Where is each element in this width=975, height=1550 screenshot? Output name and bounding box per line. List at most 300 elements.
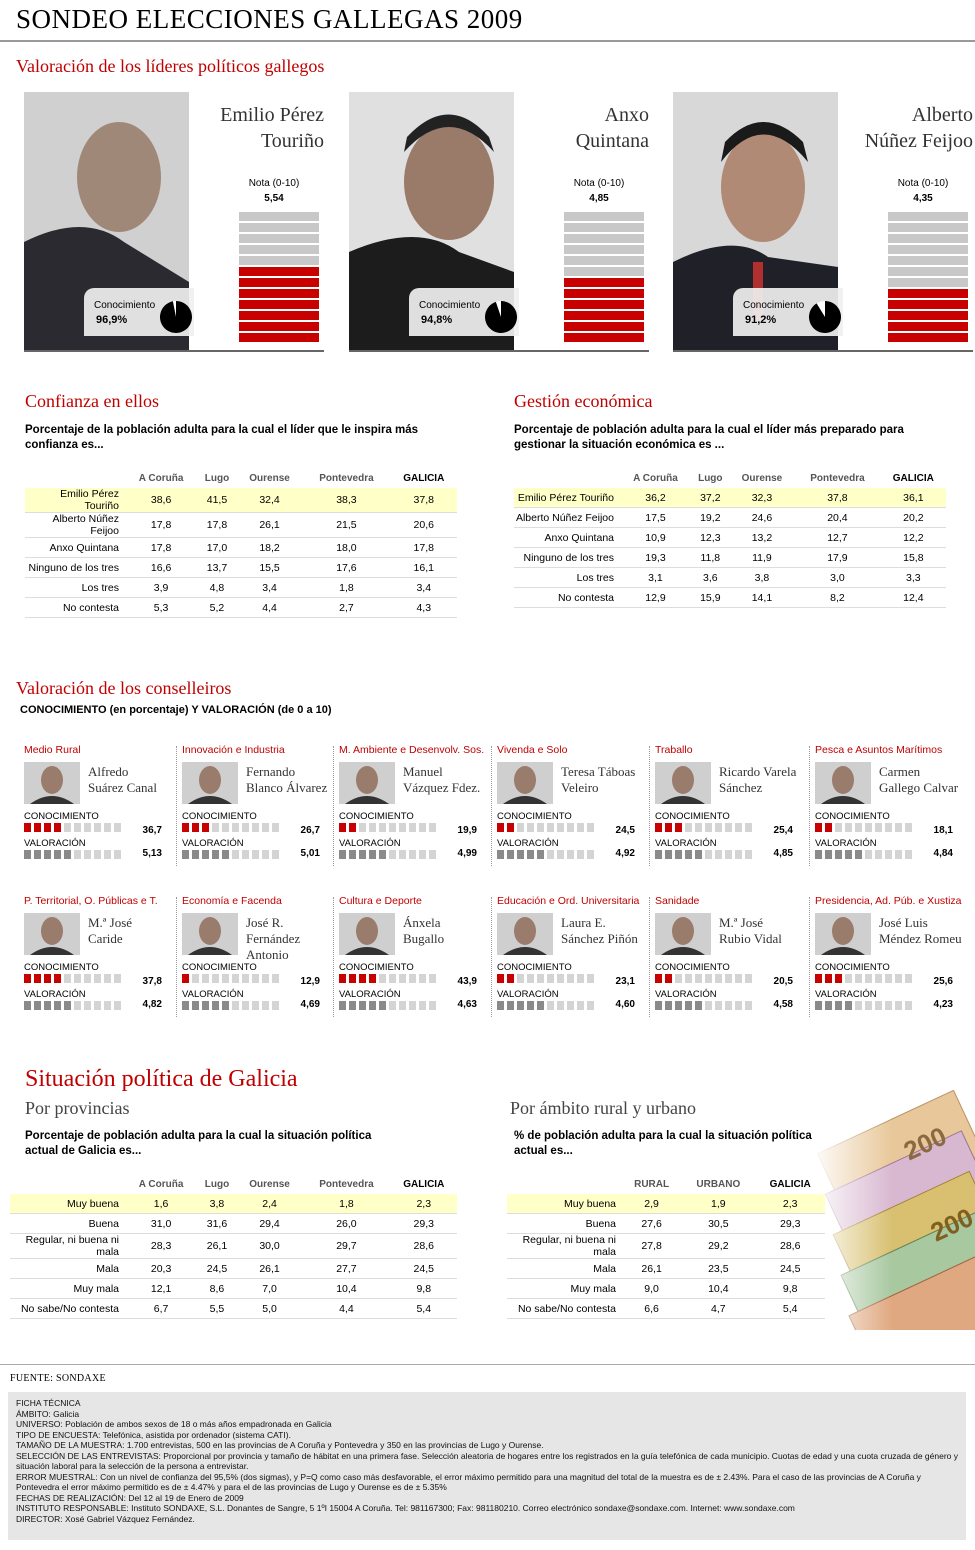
conselleiro-card <box>497 895 652 1025</box>
conselleiro-photo <box>655 762 711 804</box>
knowledge-value: 25,6 <box>933 976 953 987</box>
bar-segment <box>202 974 209 983</box>
bar-segment <box>272 823 279 832</box>
knowledge-label: Conocimiento <box>419 300 481 311</box>
cell-value: 32,4 <box>237 488 303 513</box>
gauge-segment <box>888 333 968 342</box>
bar-segment <box>815 823 822 832</box>
cell-value: 5,4 <box>755 1299 825 1319</box>
cell-value: 17,8 <box>125 513 197 538</box>
gauge-segment <box>239 223 319 232</box>
bar-segment <box>182 850 189 859</box>
knowledge-pie <box>484 300 518 334</box>
bar-segment <box>192 974 199 983</box>
cell-value: 29,7 <box>302 1234 390 1259</box>
bar-segment <box>527 1001 534 1010</box>
bar-segment <box>359 1001 366 1010</box>
conselleiros-subheading: CONOCIMIENTO (en porcentaje) Y VALORACIÓN (de 0 a 10) <box>20 704 332 716</box>
cell-value: 31,6 <box>197 1214 237 1234</box>
leader-baseline <box>673 350 973 352</box>
conselleiro-card <box>655 744 810 874</box>
bar-segment <box>735 1001 742 1010</box>
cell-value: 26,0 <box>302 1214 390 1234</box>
technical-sheet-line: ERROR MUESTRAL: Con un nivel de confianza del 95,5% (dos sigmas), y P=Q como caso más desfavorable, el error máximo permitido para una magnitud del total de la muestra es de ± 2.43%. Para el caso de las provincias de A Coruña y Pontevedra el error máximo permitido es de ± 4.47% y para el de las provincias de Lugo y Ourense es de ± 5.35% <box>16 1471 921 1492</box>
bar-segment <box>695 823 702 832</box>
card-separator <box>333 897 335 1017</box>
table-row <box>507 1194 825 1214</box>
bar-segment <box>735 823 742 832</box>
cell-value: 18,2 <box>237 538 303 558</box>
footer-divider <box>0 1364 975 1365</box>
bar-segment <box>399 823 406 832</box>
bar-segment <box>685 823 692 832</box>
bar-segment <box>725 850 732 859</box>
cell-value: 14,1 <box>730 588 794 608</box>
leader-card-2 <box>349 92 649 352</box>
bar-segment <box>557 974 564 983</box>
bar-segment <box>359 974 366 983</box>
metric-label: VALORACIÓN <box>24 989 86 1000</box>
cell-value: 29,3 <box>755 1214 825 1234</box>
banknotes-image <box>810 1090 975 1330</box>
bar-segment <box>825 1001 832 1010</box>
conselleiro-photo <box>497 762 553 804</box>
cell-value: 24,5 <box>390 1259 457 1279</box>
column-header: Ourense <box>249 1178 290 1190</box>
bar-segment <box>24 1001 31 1010</box>
knowledge-value: 94,8% <box>421 314 453 326</box>
conselleiro-department: Pesca e Asuntos Marítimos <box>815 744 943 756</box>
metric-label: CONOCIMIENTO <box>339 962 414 973</box>
cell-value: 3,9 <box>125 578 197 598</box>
bar-segment <box>74 1001 81 1010</box>
bar-segment <box>835 1001 842 1010</box>
cell-value: 26,1 <box>237 1259 303 1279</box>
row-label: Mala <box>507 1259 622 1279</box>
cell-value: 5,2 <box>197 598 237 618</box>
bar-segment <box>84 974 91 983</box>
row-label: Mala <box>10 1259 125 1279</box>
bar-segment <box>567 974 574 983</box>
bar-segment <box>34 974 41 983</box>
bar-segment <box>845 974 852 983</box>
conselleiro-photo <box>497 913 553 955</box>
bar-segment <box>64 974 71 983</box>
provincias-table <box>10 1174 457 1319</box>
row-label: Muy mala <box>10 1279 125 1299</box>
card-separator <box>176 897 178 1017</box>
metric-label: VALORACIÓN <box>24 838 86 849</box>
bar-segment <box>419 974 426 983</box>
table-row <box>514 588 946 608</box>
cell-value: 24,6 <box>730 508 794 528</box>
bar-segment <box>339 974 346 983</box>
bar-segment <box>429 974 436 983</box>
card-separator <box>491 746 493 866</box>
bar-segment <box>517 850 524 859</box>
table-row <box>514 488 946 508</box>
ambito-desc: % de población adulta para la cual la situación política actual es... <box>514 1130 812 1157</box>
cell-value: 29,4 <box>237 1214 303 1234</box>
cell-value: 1,8 <box>302 1194 390 1214</box>
cell-value: 27,7 <box>302 1259 390 1279</box>
conselleiro-name: José Luis Méndez Romeu <box>879 915 962 946</box>
gauge-segment <box>239 333 319 342</box>
gauge-segment <box>564 300 644 309</box>
card-separator <box>809 746 811 866</box>
gauge-segment <box>888 256 968 265</box>
bar-segment <box>567 823 574 832</box>
bar-segment <box>44 1001 51 1010</box>
bar-segment <box>222 1001 229 1010</box>
bar-segment <box>865 1001 872 1010</box>
bar-segment <box>104 974 111 983</box>
ambito-table <box>507 1174 825 1319</box>
table-row <box>25 538 457 558</box>
cell-value: 13,2 <box>730 528 794 548</box>
cell-value: 17,8 <box>197 513 237 538</box>
bar-segment <box>865 974 872 983</box>
cell-value: 6,6 <box>622 1299 681 1319</box>
knowledge-pie <box>159 300 193 334</box>
bar-segment <box>745 850 752 859</box>
metric-label: VALORACIÓN <box>655 838 717 849</box>
bar-segment <box>655 850 662 859</box>
table-row <box>25 513 457 538</box>
bar-segment <box>182 823 189 832</box>
bar-segment <box>34 850 41 859</box>
cell-value: 15,5 <box>237 558 303 578</box>
gauge-segment <box>888 234 968 243</box>
bar-segment <box>252 823 259 832</box>
bar-segment <box>725 1001 732 1010</box>
bar-segment <box>114 823 121 832</box>
gauge-segment <box>239 300 319 309</box>
bar-segment <box>54 823 61 832</box>
bar-segment <box>875 974 882 983</box>
row-label: Emilio Pérez Touriño <box>25 488 125 513</box>
knowledge-value: 20,5 <box>773 976 793 987</box>
bar-segment <box>875 823 882 832</box>
bar-segment <box>262 823 269 832</box>
column-header: Pontevedra <box>810 472 865 484</box>
bar-segment <box>182 1001 189 1010</box>
gauge-segment <box>564 234 644 243</box>
bar-segment <box>825 823 832 832</box>
gauge-segment <box>564 333 644 342</box>
bar-segment <box>587 974 594 983</box>
bar-segment <box>429 823 436 832</box>
gauge-segment <box>888 311 968 320</box>
conselleiro-name: Manuel Vázquez Fdez. <box>403 764 481 795</box>
cell-value: 30,0 <box>237 1234 303 1259</box>
table-row <box>10 1299 457 1319</box>
leader-baseline <box>349 350 649 352</box>
bar-segment <box>855 823 862 832</box>
cell-value: 20,2 <box>881 508 946 528</box>
cell-value: 1,8 <box>302 578 390 598</box>
technical-sheet-line: DIRECTOR: Xosé Gabriel Vázquez Fernández. <box>16 1513 195 1524</box>
bar-segment <box>54 850 61 859</box>
knowledge-value: 24,5 <box>615 825 635 836</box>
bar-segment <box>895 1001 902 1010</box>
bar-segment <box>517 974 524 983</box>
bar-segment <box>44 823 51 832</box>
metric-label: VALORACIÓN <box>815 838 877 849</box>
rating-value: 4,60 <box>615 999 635 1010</box>
bar-segment <box>715 974 722 983</box>
bar-segment <box>825 974 832 983</box>
bar-segment <box>399 850 406 859</box>
row-label: No contesta <box>25 598 125 618</box>
row-label: No contesta <box>514 588 620 608</box>
cell-value: 20,6 <box>390 513 457 538</box>
bar-segment <box>349 823 356 832</box>
conselleiros-heading: Valoración de los conselleiros <box>16 678 232 698</box>
card-separator <box>333 746 335 866</box>
bar-segment <box>695 974 702 983</box>
column-header: Ourense <box>741 472 783 484</box>
cell-value: 1,9 <box>681 1194 755 1214</box>
bar-segment <box>212 823 219 832</box>
bar-segment <box>675 974 682 983</box>
cell-value: 5,3 <box>125 598 197 618</box>
knowledge-value: 12,9 <box>300 976 320 987</box>
cell-value: 29,3 <box>390 1214 457 1234</box>
bar-segment <box>64 850 71 859</box>
metric-label: VALORACIÓN <box>497 838 559 849</box>
bar-segment <box>24 823 31 832</box>
gauge-segment <box>239 256 319 265</box>
technical-sheet-line: UNIVERSO: Población de ambos sexos de 18 o más años empadronada en Galicia <box>16 1419 332 1429</box>
bar-segment <box>349 850 356 859</box>
cell-value: 2,4 <box>237 1194 303 1214</box>
conselleiro-photo <box>339 913 395 955</box>
cell-value: 2,7 <box>302 598 390 618</box>
cell-value: 23,5 <box>681 1259 755 1279</box>
provincias-subheading: Por provincias <box>25 1098 130 1118</box>
bar-segment <box>379 823 386 832</box>
gauge-segment <box>888 223 968 232</box>
cell-value: 5,0 <box>237 1299 303 1319</box>
rating-value: 4,69 <box>300 999 320 1010</box>
conselleiro-photo <box>182 762 238 804</box>
bar-segment <box>845 850 852 859</box>
cell-value: 4,4 <box>302 1299 390 1319</box>
conselleiro-card <box>815 744 970 874</box>
cell-value: 2,3 <box>390 1194 457 1214</box>
bar-segment <box>64 1001 71 1010</box>
gauge-segment <box>888 212 968 221</box>
bar-segment <box>537 823 544 832</box>
row-label: No sabe/No contesta <box>507 1299 622 1319</box>
column-header: Lugo <box>204 472 230 484</box>
conselleiro-department: M. Ambiente e Desenvolv. Sos. <box>339 744 485 756</box>
bar-segment <box>577 1001 584 1010</box>
technical-sheet <box>8 1392 966 1540</box>
bar-segment <box>104 850 111 859</box>
cell-value: 12,2 <box>881 528 946 548</box>
bar-segment <box>222 974 229 983</box>
bar-segment <box>865 823 872 832</box>
bar-segment <box>547 974 554 983</box>
bar-segment <box>44 850 51 859</box>
conselleiro-photo <box>24 762 80 804</box>
knowledge-value: 96,9% <box>96 314 128 326</box>
source-label: FUENTE: SONDAXE <box>10 1373 106 1384</box>
column-header: GALICIA <box>403 472 445 484</box>
row-label: Muy buena <box>507 1194 622 1214</box>
bar-segment <box>212 1001 219 1010</box>
bar-segment <box>725 823 732 832</box>
technical-sheet-line: SELECCIÓN DE LAS ENTREVISTAS: Proporcional por provincia y tamaño de hábitat en una primera fase. Selección aleatoria de hogares entre los registrados en la guía telefónica de cada municipio. Cuotas de edad y una cuota cruzada de género y situación laboral para la selección de la persona a entrevistar. <box>16 1450 958 1471</box>
bar-segment <box>725 974 732 983</box>
metric-label: CONOCIMIENTO <box>815 962 890 973</box>
row-label: No sabe/No contesta <box>10 1299 125 1319</box>
bar-segment <box>104 823 111 832</box>
bar-segment <box>547 850 554 859</box>
row-label: Muy buena <box>10 1194 125 1214</box>
cell-value: 17,5 <box>620 508 691 528</box>
bar-segment <box>885 1001 892 1010</box>
bar-segment <box>24 974 31 983</box>
rating-value: 4,85 <box>773 848 793 859</box>
knowledge-label: Conocimiento <box>743 300 805 311</box>
bar-segment <box>389 1001 396 1010</box>
bar-segment <box>369 974 376 983</box>
metric-label: CONOCIMIENTO <box>497 962 572 973</box>
bar-segment <box>389 850 396 859</box>
bar-segment <box>537 850 544 859</box>
gauge-segment <box>239 267 319 276</box>
confianza-heading: Confianza en ellos <box>25 391 159 411</box>
cell-value: 27,8 <box>622 1234 681 1259</box>
cell-value: 21,5 <box>302 513 390 538</box>
gauge-segment <box>888 267 968 276</box>
conselleiro-department: P. Territorial, O. Públicas e T. <box>24 895 158 907</box>
cell-value: 28,6 <box>390 1234 457 1259</box>
cell-value: 4,8 <box>197 578 237 598</box>
table-row <box>25 488 457 513</box>
bar-segment <box>665 850 672 859</box>
gauge-segment <box>564 212 644 221</box>
bar-segment <box>349 974 356 983</box>
conselleiro-department: Presidencia, Ad. Púb. e Xustiza <box>815 895 962 907</box>
bar-segment <box>242 974 249 983</box>
row-label: Los tres <box>25 578 125 598</box>
metric-label: CONOCIMIENTO <box>655 962 730 973</box>
cell-value: 3,4 <box>237 578 303 598</box>
bar-segment <box>715 850 722 859</box>
cell-value: 15,8 <box>881 548 946 568</box>
rating-value: 5,01 <box>300 848 320 859</box>
gauge-segment <box>564 223 644 232</box>
bar-segment <box>192 1001 199 1010</box>
bar-segment <box>497 974 504 983</box>
bar-segment <box>349 1001 356 1010</box>
nota-value: 4,35 <box>913 193 933 204</box>
cell-value: 13,7 <box>197 558 237 578</box>
bar-segment <box>74 823 81 832</box>
bar-segment <box>815 850 822 859</box>
metric-label: CONOCIMIENTO <box>815 811 890 822</box>
conselleiro-photo <box>655 913 711 955</box>
bar-segment <box>242 823 249 832</box>
knowledge-value: 91,2% <box>745 314 777 326</box>
cell-value: 3,8 <box>197 1194 237 1214</box>
column-header: GALICIA <box>892 472 934 484</box>
bar-segment <box>74 850 81 859</box>
cell-value: 10,9 <box>620 528 691 548</box>
cell-value: 3,1 <box>620 568 691 588</box>
conselleiro-photo <box>339 762 395 804</box>
technical-sheet-line: FECHAS DE REALIZACIÓN: Del 12 al 19 de Enero de 2009 <box>16 1492 244 1503</box>
bar-segment <box>114 850 121 859</box>
bar-segment <box>114 1001 121 1010</box>
column-header: Lugo <box>698 472 723 484</box>
bar-segment <box>705 1001 712 1010</box>
bar-segment <box>379 974 386 983</box>
bar-segment <box>54 1001 61 1010</box>
bar-segment <box>84 850 91 859</box>
bar-segment <box>232 850 239 859</box>
gauge-segment <box>239 322 319 331</box>
bar-segment <box>735 974 742 983</box>
gauge-segment <box>564 256 644 265</box>
nota-gauge <box>564 212 644 344</box>
confianza-desc: Porcentaje de la población adulta para la cual el líder que le inspira más confianza es... <box>25 424 419 451</box>
leader-name: Alberto Núñez Feijoo <box>864 104 973 152</box>
bar-segment <box>507 850 514 859</box>
conselleiro-photo <box>24 913 80 955</box>
metric-label: CONOCIMIENTO <box>655 811 730 822</box>
leader-card-1 <box>24 92 324 352</box>
bar-segment <box>252 974 259 983</box>
rating-value: 4,99 <box>457 848 477 859</box>
table-row <box>507 1259 825 1279</box>
conselleiro-department: Sanidade <box>655 895 700 907</box>
column-header: GALICIA <box>769 1178 811 1190</box>
conselleiro-photo <box>182 913 238 955</box>
column-header: A Coruña <box>138 472 184 484</box>
provincias-desc: Porcentaje de población adulta para la cual la situación política actual de Galicia es... <box>25 1130 372 1157</box>
cell-value: 30,5 <box>681 1214 755 1234</box>
cell-value: 6,7 <box>125 1299 197 1319</box>
cell-value: 17,6 <box>302 558 390 578</box>
cell-value: 27,6 <box>622 1214 681 1234</box>
gauge-segment <box>564 322 644 331</box>
bar-segment <box>537 1001 544 1010</box>
gauge-segment <box>239 278 319 287</box>
bar-segment <box>527 823 534 832</box>
row-label: Regular, ni buena ni mala <box>507 1234 622 1259</box>
rating-value: 4,63 <box>457 999 477 1010</box>
bar-segment <box>695 1001 702 1010</box>
rating-value: 4,92 <box>615 848 635 859</box>
bar-segment <box>537 974 544 983</box>
bar-segment <box>885 974 892 983</box>
metric-label: CONOCIMIENTO <box>497 811 572 822</box>
table-row <box>10 1194 457 1214</box>
bar-segment <box>895 823 902 832</box>
bar-segment <box>339 1001 346 1010</box>
knowledge-value: 23,1 <box>615 976 635 987</box>
cell-value: 26,1 <box>197 1234 237 1259</box>
leaders-heading: Valoración de los líderes políticos gallegos <box>16 56 325 76</box>
bar-segment <box>84 823 91 832</box>
cell-value: 31,0 <box>125 1214 197 1234</box>
table-row <box>507 1234 825 1259</box>
